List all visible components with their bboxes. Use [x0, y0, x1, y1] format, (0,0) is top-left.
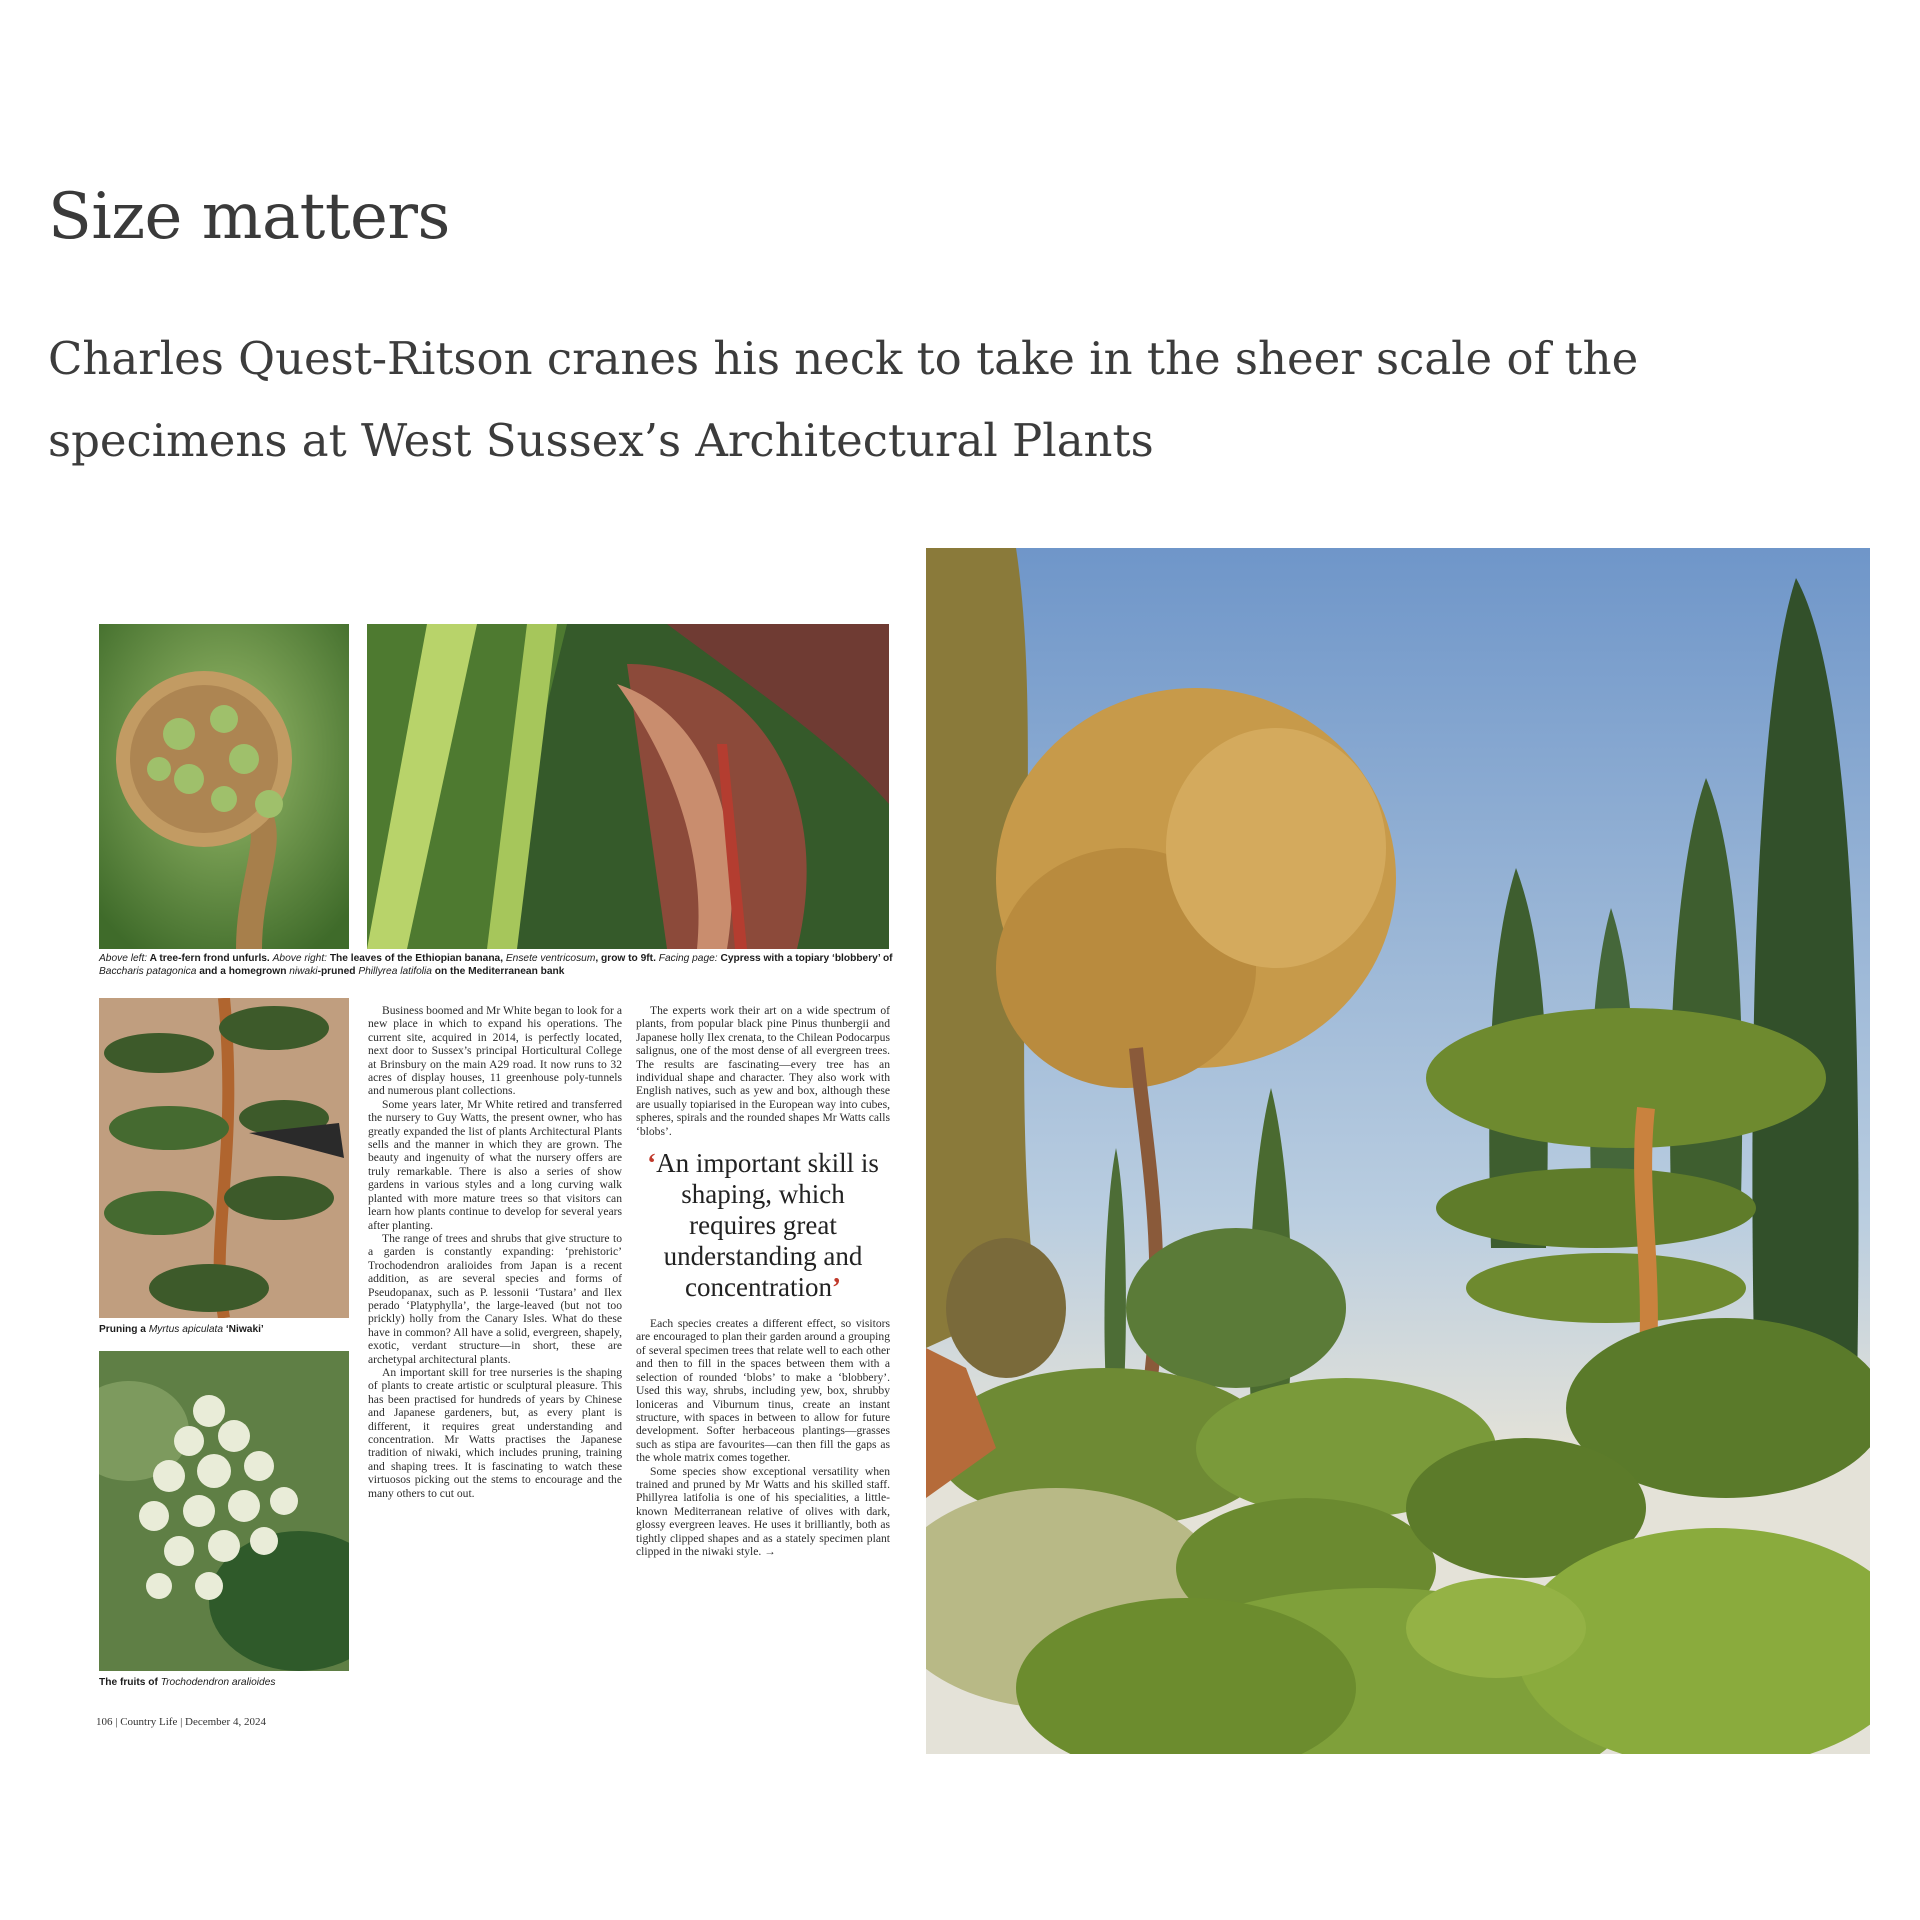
myrtus-pruning-photo — [99, 998, 349, 1318]
tree-fern-photo — [99, 624, 349, 949]
pull-quote: ‘An important skill is shaping, which requires great understanding and concentration’ — [647, 1148, 879, 1303]
close-quote-mark: ’ — [831, 1272, 841, 1303]
magazine-left-page — [96, 616, 896, 1756]
body-paragraph: Some years later, Mr White retired and transferred the nursery to Guy Watts, the present owner, who has greatly expanded the list of plants Architectural Plants sells and the manner in which they are grown. The beauty and ingenuity of what the nursery offers are truly remarkable. There is also a series of show gardens in various styles and a long curving walk planted with more mature trees so that visitors can learn how plants continue to develop for several years after planting. — [368, 1097, 622, 1232]
open-quote-mark: ‘ — [647, 1148, 657, 1179]
headline: Size matters — [48, 180, 450, 254]
body-column-2 — [636, 1004, 890, 1558]
trochodendron-caption: The fruits of Trochodendron aralioides — [99, 1677, 276, 1688]
body-paragraph: An important skill for tree nurseries is the shaping of plants to create artistic or sculptural pleasure. This has been practised for hundreds of years by Chinese and Japanese gardeners, but, as every plant is different, it requires great understanding and concentration. Mr Watts practises the Japanese tradition of niwaki, which includes pruning, training and shaping trees. It is fascinating to watch these virtuosos picking out the stems to encourage and the many others to cut out. — [368, 1365, 622, 1500]
myrtus-caption: Pruning a Myrtus apiculata ‘Niwaki’ — [99, 1324, 264, 1335]
standfirst: Charles Quest-Ritson cranes his neck to take in the sheer scale of the specimens at West Sussex’s Architectural Plants — [48, 332, 1639, 467]
body-paragraph: The range of trees and shrubs that give structure to a garden is constantly expanding: ‘prehistoric’ Trochodendron aralioides from Japan is a recent addition, as are several species and forms of Pseudopanax, such as P. lessonii ‘Tustara’ and Ilex perado ‘Platyphylla’, the large-leaved (but not too prickly) holly from the Canary Isles. What do these have in common? All have a solid, evergreen, shapely, exotic, verdant structure—in short, these are archetypal architectural plants. — [368, 1231, 622, 1366]
top-caption: Above left: A tree-fern frond unfurls. Above right: The leaves of the Ethiopian banana, Ensete ventricosum, grow to 9ft. Facing page: Cypress with a topiary ‘blobbery’ of Baccharis patagonica and a homegrown niwaki-pruned Phillyrea latifolia on the Mediterranean bank — [99, 953, 893, 977]
trochodendron-fruits-photo — [99, 1351, 349, 1671]
page-folio: 106 | Country Life | December 4, 2024 — [96, 1716, 266, 1728]
facing-page-garden-photo — [926, 548, 1870, 1754]
body-paragraph: The experts work their art on a wide spectrum of plants, from popular black pine Pinus thunbergii and Japanese holly Ilex crenata, to the Chilean Podocarpus salignus, one of the most dense of all evergreen trees. The results are fascinating—every tree has an individual shape and character. They also work with English natives, such as yew and box, although these are usually topiarised in the European way into cubes, spheres, spirals and the rounded shapes Mr Watts calls ‘blobs’. — [636, 1004, 890, 1138]
banana-leaves-photo — [367, 624, 889, 949]
body-paragraph: Some species show exceptional versatility when trained and pruned by Mr Watts and his skilled staff. Phillyrea latifolia is one of his specialities, a little-known Mediterranean relative of olives with dark, glossy evergreen leaves. He uses it brilliantly, both as tightly clipped shapes and as a stately specimen plant clipped in the niwaki style. → — [636, 1464, 890, 1558]
body-paragraph: Each species creates a different effect, so visitors are encouraged to plan their garden around a grouping of several specimen trees that relate well to each other and then to fill in the spaces between them with a selection of rounded ‘blobs’ to make a ‘blobbery’. Used this way, shrubs, including yew, box, shrubby loniceras and Viburnum tinus, create an instant structure, with spaces in between to allow for future development. Softer herbaceous plantings—grasses such as stipa are favourites—can then fill the gaps as the whole matrix comes together. — [636, 1317, 890, 1465]
body-column-1 — [368, 1004, 622, 1500]
body-paragraph: Business boomed and Mr White began to look for a new place in which to expand his operations. The current site, acquired in 2014, is perfectly located, next door to Sussex’s principal Horticultural College at Brinsbury on the main A29 road. It now runs to 32 acres of display houses, 11 greenhouse poly-tunnels and numerous plant collections. — [368, 1004, 622, 1098]
